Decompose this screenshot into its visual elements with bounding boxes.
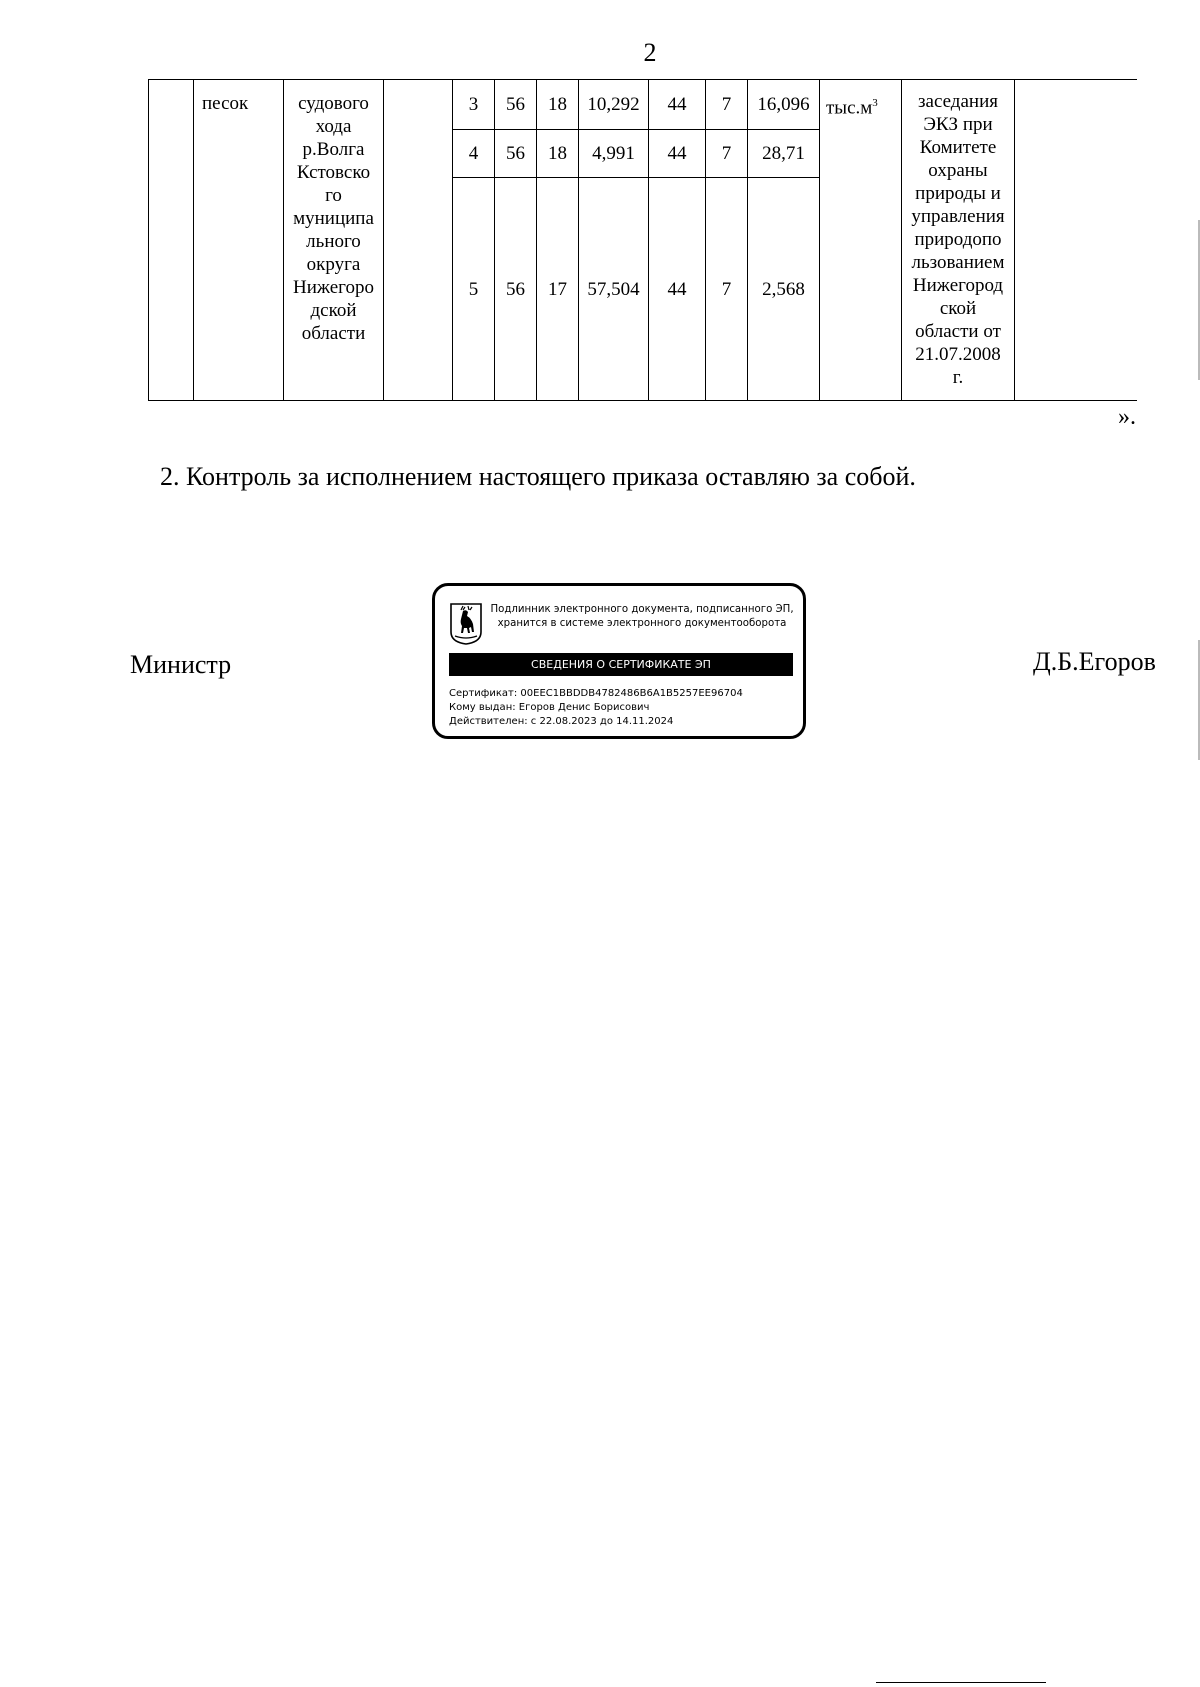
owner-label: Кому выдан: [449, 702, 516, 713]
stamp-notice-line: хранится в системе электронного документооборота [497, 618, 787, 629]
table-cell: 3 [453, 80, 495, 130]
certificate-line [449, 687, 743, 701]
deer-emblem-icon [449, 602, 483, 646]
basis-cell: заседания ЭКЗ при Комитете охраны природы и управления природопо льзованием Нижегород ской области от 21.07.2008 г. [902, 80, 1015, 401]
closing-quote: ». [1118, 404, 1136, 430]
table-cell: 56 [495, 130, 537, 178]
electronic-signature-stamp [432, 583, 806, 739]
certificate-label: Сертификат: [449, 688, 518, 699]
table-cell: 7 [706, 178, 748, 401]
control-paragraph: 2. Контроль за исполнением настоящего приказа оставляю за собой. [160, 462, 916, 491]
signer-name: Д.Б.Егоров [1033, 647, 1156, 676]
table-cell-empty-last [1015, 80, 1137, 401]
stamp-details [449, 687, 743, 729]
resource-table [148, 79, 1137, 401]
table-cell: 16,096 [748, 80, 820, 130]
table-cell: 18 [537, 130, 579, 178]
table-row [149, 80, 1137, 130]
table-cell-empty [384, 80, 453, 401]
location-cell: судового хода р.Волга Кстовско го муниципа льного округа Нижегоро дской области [284, 80, 384, 401]
table-cell: 7 [706, 130, 748, 178]
table-cell-empty-first [149, 80, 194, 401]
table-cell: 17 [537, 178, 579, 401]
table-cell: 5 [453, 178, 495, 401]
scan-bottom-line [876, 1682, 1046, 1683]
validity-line [449, 715, 743, 729]
unit-superscript: 3 [872, 97, 878, 109]
page-number: 2 [643, 38, 657, 67]
table-cell: 44 [649, 178, 706, 401]
stamp-notice-line: Подлинник электронного документа, подписанного ЭП, [490, 604, 794, 615]
stamp-notice [487, 603, 797, 631]
owner-value: Егоров Денис Борисович [518, 702, 650, 713]
stamp-banner: СВЕДЕНИЯ О СЕРТИФИКАТЕ ЭП [449, 653, 793, 676]
table-cell: 10,292 [579, 80, 649, 130]
table-cell: 57,504 [579, 178, 649, 401]
unit-text: тыс.м [826, 97, 873, 119]
certificate-value: 00EEC1BBDDB4782486B6A1B5257EE96704 [520, 688, 743, 699]
validity-label: Действителен: [449, 716, 528, 727]
table-cell: 44 [649, 130, 706, 178]
material-cell: песок [194, 80, 284, 401]
table-cell: 4,991 [579, 130, 649, 178]
table-cell: 4 [453, 130, 495, 178]
table-cell: 56 [495, 80, 537, 130]
unit-cell [820, 80, 902, 401]
signer-title: Министр [130, 650, 232, 679]
owner-line [449, 701, 743, 715]
table-cell: 28,71 [748, 130, 820, 178]
table-cell: 18 [537, 80, 579, 130]
validity-value: с 22.08.2023 до 14.11.2024 [530, 716, 674, 727]
table-cell: 2,568 [748, 178, 820, 401]
table-cell: 44 [649, 80, 706, 130]
table-cell: 56 [495, 178, 537, 401]
table-cell: 7 [706, 80, 748, 130]
